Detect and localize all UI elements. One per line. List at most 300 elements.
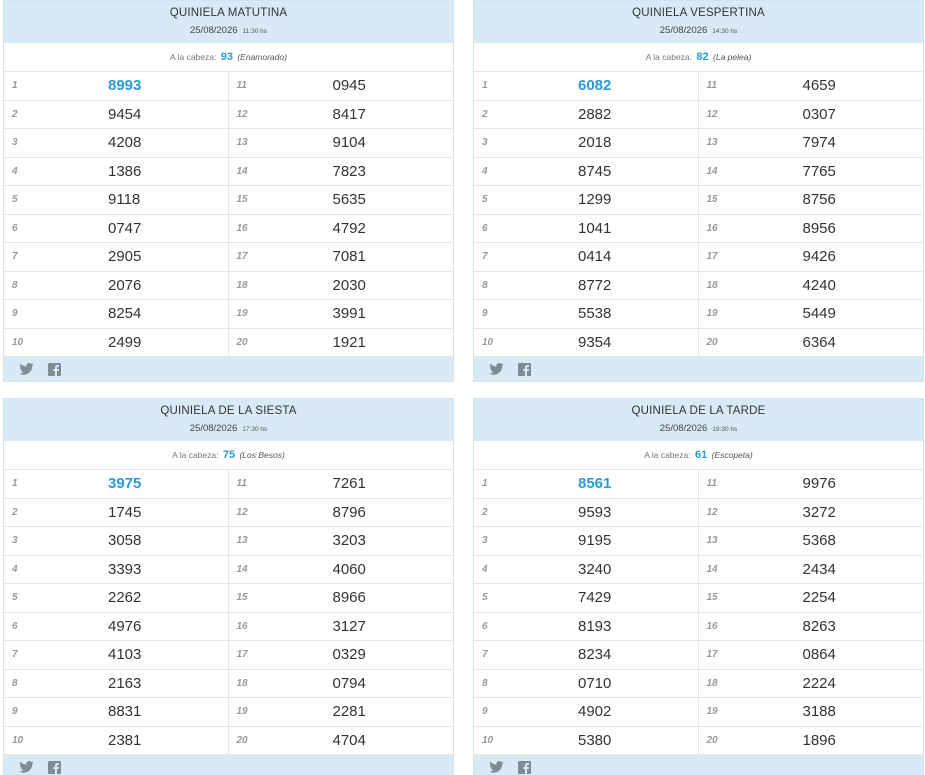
- result-cell: [699, 300, 924, 328]
- result-cell: [4, 215, 229, 243]
- facebook-icon[interactable]: [516, 362, 532, 376]
- share-bar: [4, 357, 453, 381]
- draw-time: 14:30 hs: [712, 28, 738, 35]
- drawn-number: 5538: [578, 305, 612, 323]
- position-number: 2: [482, 506, 488, 518]
- drawn-number: 4240: [802, 276, 836, 294]
- result-cell: [229, 670, 454, 698]
- cabeza-label: A la cabeza:: [645, 52, 693, 62]
- drawn-number: 1299: [578, 191, 612, 209]
- result-cell: [699, 101, 924, 129]
- twitter-icon[interactable]: [18, 760, 34, 774]
- result-cell: [699, 186, 924, 214]
- table-row: [4, 72, 453, 101]
- position-number: 18: [236, 677, 248, 689]
- drawn-number: 8193: [578, 617, 612, 635]
- winning-number: 6082: [578, 77, 612, 95]
- position-number: 6: [12, 620, 18, 632]
- position-number: 13: [236, 535, 248, 547]
- card-header: [4, 1, 453, 43]
- cabeza-meaning: (Escopeta): [711, 450, 753, 460]
- table-row: [474, 613, 923, 642]
- drawn-number: 8772: [578, 276, 612, 294]
- result-cell: [699, 556, 924, 584]
- result-cell: [474, 300, 699, 328]
- result-cell: [229, 272, 454, 300]
- cabeza-number: 61: [694, 449, 708, 461]
- drawn-number: 9354: [578, 333, 612, 351]
- table-row: [474, 186, 923, 215]
- position-number: 20: [706, 336, 718, 348]
- table-row: [4, 527, 453, 556]
- result-cell: [699, 727, 924, 755]
- drawn-number: 2030: [332, 276, 366, 294]
- position-number: 11: [706, 80, 717, 92]
- result-cell: [474, 499, 699, 527]
- twitter-icon[interactable]: [18, 362, 34, 376]
- drawn-number: 0329: [332, 646, 366, 664]
- position-number: 12: [706, 108, 718, 120]
- position-number: 15: [706, 592, 718, 604]
- table-row: [474, 670, 923, 699]
- result-cell: [699, 129, 924, 157]
- drawn-number: 4976: [108, 617, 142, 635]
- result-cell: [4, 329, 229, 357]
- table-row: [4, 101, 453, 130]
- draw-time: 19:30 hs: [712, 426, 738, 433]
- facebook-icon[interactable]: [46, 362, 62, 376]
- result-cell: [229, 641, 454, 669]
- table-row: [474, 641, 923, 670]
- position-number: 11: [706, 478, 717, 490]
- draw-date-line: [4, 25, 453, 36]
- drawn-number: 7081: [332, 248, 366, 266]
- drawn-number: 9426: [802, 248, 836, 266]
- drawn-number: 2434: [802, 560, 836, 578]
- drawn-number: 4208: [108, 134, 142, 152]
- result-cell: [699, 470, 924, 498]
- result-cell: [229, 243, 454, 271]
- result-cell: [4, 499, 229, 527]
- position-number: 5: [482, 194, 488, 206]
- table-row: [474, 243, 923, 272]
- table-row: [474, 470, 923, 499]
- result-cell: [229, 556, 454, 584]
- cabeza-meaning: (La pelea): [713, 52, 752, 62]
- position-number: 6: [482, 620, 488, 632]
- result-cell: [474, 584, 699, 612]
- position-number: 11: [236, 478, 247, 490]
- winning-number: 8993: [108, 77, 142, 95]
- drawn-number: 4704: [332, 731, 366, 749]
- drawn-number: 9104: [332, 134, 366, 152]
- drawn-number: 3127: [332, 617, 366, 635]
- position-number: 1: [482, 478, 488, 490]
- result-cell: [699, 584, 924, 612]
- drawn-number: 5368: [802, 532, 836, 550]
- position-number: 15: [236, 592, 248, 604]
- result-cell: [4, 641, 229, 669]
- result-cell: [4, 129, 229, 157]
- table-row: [474, 584, 923, 613]
- result-cell: [4, 613, 229, 641]
- drawn-number: 3058: [108, 532, 142, 550]
- table-row: [4, 300, 453, 329]
- table-row: [474, 527, 923, 556]
- result-cell: [699, 215, 924, 243]
- result-cell: [474, 670, 699, 698]
- result-cell: [229, 101, 454, 129]
- result-cell: [229, 499, 454, 527]
- cabeza-label: A la cabeza:: [170, 52, 217, 62]
- results-table: [474, 470, 923, 755]
- position-number: 10: [12, 734, 24, 746]
- position-number: 8: [12, 279, 18, 291]
- result-cell: [4, 556, 229, 584]
- position-number: 20: [706, 734, 718, 746]
- table-row: [4, 499, 453, 528]
- drawn-number: 3203: [332, 532, 366, 550]
- drawn-number: 1745: [108, 503, 142, 521]
- result-cell: [4, 272, 229, 300]
- table-row: [4, 186, 453, 215]
- drawn-number: 2254: [802, 589, 836, 607]
- drawn-number: 0794: [332, 674, 366, 692]
- drawn-number: 7261: [332, 475, 366, 493]
- drawn-number: 8796: [332, 503, 366, 521]
- drawn-number: 1921: [332, 333, 366, 351]
- result-cell: [474, 470, 699, 498]
- share-bar: [4, 755, 453, 775]
- twitter-icon[interactable]: [488, 760, 504, 774]
- position-number: 4: [482, 165, 488, 177]
- card-header: [474, 1, 923, 43]
- drawn-number: 4659: [802, 77, 836, 95]
- quiniela-card: [3, 398, 454, 775]
- drawn-number: 0414: [578, 248, 612, 266]
- card-title: QUINIELA MATUTINA: [169, 7, 288, 19]
- position-number: 9: [482, 706, 488, 718]
- position-number: 18: [706, 279, 718, 291]
- position-number: 5: [482, 592, 488, 604]
- position-number: 7: [482, 649, 488, 661]
- drawn-number: 4103: [108, 646, 142, 664]
- table-row: [474, 215, 923, 244]
- position-number: 7: [12, 649, 18, 661]
- result-cell: [4, 670, 229, 698]
- position-number: 19: [236, 308, 248, 320]
- position-number: 3: [12, 137, 18, 149]
- drawn-number: 0747: [108, 219, 142, 237]
- position-number: 14: [706, 563, 718, 575]
- drawn-number: 6364: [802, 333, 836, 351]
- table-row: [4, 129, 453, 158]
- facebook-icon[interactable]: [516, 760, 532, 774]
- table-row: [4, 272, 453, 301]
- position-number: 6: [482, 222, 488, 234]
- drawn-number: 3272: [802, 503, 836, 521]
- drawn-number: 7765: [802, 162, 836, 180]
- cabeza-number: 82: [696, 51, 709, 63]
- drawn-number: 0864: [802, 646, 836, 664]
- table-row: [4, 584, 453, 613]
- quiniela-card: [473, 398, 924, 775]
- position-number: 10: [482, 734, 494, 746]
- a-la-cabeza: [474, 43, 923, 72]
- position-number: 7: [482, 251, 488, 263]
- position-number: 12: [236, 108, 248, 120]
- results-table: [4, 72, 453, 357]
- result-cell: [4, 470, 229, 498]
- table-row: [4, 215, 453, 244]
- drawn-number: 2076: [108, 276, 142, 294]
- draw-date-line: [4, 423, 453, 434]
- position-number: 9: [12, 308, 18, 320]
- result-cell: [229, 72, 454, 100]
- position-number: 14: [706, 165, 718, 177]
- position-number: 17: [706, 251, 718, 263]
- table-row: [474, 727, 923, 756]
- position-number: 20: [236, 734, 248, 746]
- position-number: 4: [482, 563, 488, 575]
- drawn-number: 3393: [108, 560, 142, 578]
- drawn-number: 5380: [578, 731, 612, 749]
- drawn-number: 8956: [802, 219, 836, 237]
- result-cell: [229, 527, 454, 555]
- position-number: 18: [236, 279, 248, 291]
- position-number: 12: [706, 506, 718, 518]
- position-number: 9: [12, 706, 18, 718]
- a-la-cabeza: [474, 441, 923, 470]
- position-number: 13: [706, 535, 718, 547]
- drawn-number: 0710: [578, 674, 612, 692]
- drawn-number: 7429: [578, 589, 612, 607]
- drawn-number: 2281: [332, 703, 366, 721]
- result-cell: [699, 272, 924, 300]
- position-number: 5: [12, 194, 18, 206]
- result-cell: [699, 158, 924, 186]
- drawn-number: 2381: [108, 731, 142, 749]
- draw-time: 17:30 hs: [242, 426, 268, 433]
- result-cell: [474, 613, 699, 641]
- position-number: 14: [236, 165, 248, 177]
- table-row: [474, 698, 923, 727]
- drawn-number: 8234: [578, 646, 612, 664]
- result-cell: [229, 186, 454, 214]
- drawn-number: 2882: [578, 105, 612, 123]
- position-number: 16: [236, 222, 248, 234]
- result-cell: [229, 727, 454, 755]
- position-number: 1: [482, 80, 488, 92]
- position-number: 2: [482, 108, 488, 120]
- draw-date: 25/08/2026: [189, 423, 238, 434]
- table-row: [474, 72, 923, 101]
- table-row: [474, 329, 923, 358]
- table-row: [4, 158, 453, 187]
- drawn-number: 3188: [802, 703, 836, 721]
- cabeza-number: 93: [220, 51, 233, 63]
- table-row: [4, 641, 453, 670]
- position-number: 2: [12, 506, 18, 518]
- drawn-number: 9118: [108, 191, 141, 209]
- drawn-number: 4902: [578, 703, 612, 721]
- a-la-cabeza: [4, 43, 453, 72]
- drawn-number: 2018: [578, 134, 612, 152]
- table-row: [4, 556, 453, 585]
- position-number: 5: [12, 592, 18, 604]
- result-cell: [4, 584, 229, 612]
- draw-date: 25/08/2026: [189, 25, 238, 36]
- position-number: 18: [706, 677, 718, 689]
- result-cell: [229, 300, 454, 328]
- cabeza-label: A la cabeza:: [644, 450, 691, 460]
- table-row: [474, 158, 923, 187]
- drawn-number: 5449: [802, 305, 836, 323]
- position-number: 16: [706, 222, 718, 234]
- position-number: 11: [236, 80, 247, 92]
- result-cell: [699, 670, 924, 698]
- result-cell: [229, 613, 454, 641]
- result-cell: [474, 158, 699, 186]
- result-cell: [699, 527, 924, 555]
- draw-date-line: [474, 25, 923, 36]
- card-header: [4, 399, 453, 441]
- card-title: QUINIELA DE LA SIESTA: [160, 405, 297, 417]
- drawn-number: 2905: [108, 248, 142, 266]
- table-row: [474, 129, 923, 158]
- table-row: [474, 272, 923, 301]
- result-cell: [4, 158, 229, 186]
- table-row: [474, 499, 923, 528]
- result-cell: [474, 272, 699, 300]
- result-cell: [229, 584, 454, 612]
- position-number: 6: [12, 222, 18, 234]
- drawn-number: 1386: [108, 162, 142, 180]
- result-cell: [229, 698, 454, 726]
- result-cell: [699, 72, 924, 100]
- position-number: 9: [482, 308, 488, 320]
- table-row: [474, 101, 923, 130]
- result-cell: [474, 329, 699, 357]
- drawn-number: 9454: [108, 105, 142, 123]
- result-cell: [474, 101, 699, 129]
- drawn-number: 9195: [578, 532, 612, 550]
- drawn-number: 9976: [802, 475, 836, 493]
- result-cell: [474, 727, 699, 755]
- position-number: 17: [236, 649, 248, 661]
- position-number: 20: [236, 336, 248, 348]
- position-number: 15: [706, 194, 718, 206]
- result-cell: [229, 329, 454, 357]
- position-number: 19: [236, 706, 248, 718]
- position-number: 13: [706, 137, 718, 149]
- card-header: [474, 399, 923, 441]
- drawn-number: 2262: [108, 589, 142, 607]
- draw-time: 11:30 hs: [242, 28, 267, 35]
- results-table: [4, 470, 453, 755]
- position-number: 10: [12, 336, 24, 348]
- drawn-number: 8966: [332, 589, 366, 607]
- result-cell: [474, 243, 699, 271]
- drawn-number: 8756: [802, 191, 836, 209]
- card-title: QUINIELA DE LA TARDE: [631, 405, 766, 417]
- result-cell: [699, 613, 924, 641]
- result-cell: [474, 72, 699, 100]
- position-number: 10: [482, 336, 494, 348]
- winning-number: 3975: [108, 475, 142, 493]
- position-number: 7: [12, 251, 18, 263]
- position-number: 16: [236, 620, 248, 632]
- position-number: 8: [482, 279, 488, 291]
- draw-date-line: [474, 423, 923, 434]
- result-cell: [229, 129, 454, 157]
- share-bar: [474, 755, 923, 775]
- position-number: 19: [706, 308, 718, 320]
- position-number: 1: [12, 80, 18, 92]
- result-cell: [4, 300, 229, 328]
- position-number: 13: [236, 137, 248, 149]
- drawn-number: 8263: [802, 617, 836, 635]
- drawn-number: 3991: [332, 305, 366, 323]
- result-cell: [474, 129, 699, 157]
- facebook-icon[interactable]: [46, 760, 62, 774]
- results-table: [474, 72, 923, 357]
- position-number: 17: [706, 649, 718, 661]
- twitter-icon[interactable]: [488, 362, 504, 376]
- result-cell: [699, 329, 924, 357]
- drawn-number: 8254: [108, 305, 142, 323]
- table-row: [474, 300, 923, 329]
- drawn-number: 1041: [578, 219, 612, 237]
- result-cell: [699, 641, 924, 669]
- position-number: 3: [482, 535, 488, 547]
- quiniela-card: [473, 0, 924, 382]
- result-cell: [474, 527, 699, 555]
- result-cell: [229, 470, 454, 498]
- result-cell: [699, 499, 924, 527]
- drawn-number: 9593: [578, 503, 612, 521]
- cabeza-label: A la cabeza:: [172, 450, 219, 460]
- position-number: 19: [706, 706, 718, 718]
- position-number: 3: [12, 535, 18, 547]
- drawn-number: 3240: [578, 560, 612, 578]
- position-number: 15: [236, 194, 248, 206]
- drawn-number: 8745: [578, 162, 612, 180]
- position-number: 2: [12, 108, 18, 120]
- result-cell: [4, 243, 229, 271]
- table-row: [4, 470, 453, 499]
- drawn-number: 0307: [802, 105, 836, 123]
- position-number: 8: [12, 677, 18, 689]
- table-row: [4, 243, 453, 272]
- winning-number: 8561: [578, 475, 612, 493]
- drawn-number: 4060: [332, 560, 366, 578]
- quiniela-card: [3, 0, 454, 382]
- result-cell: [4, 527, 229, 555]
- result-cell: [229, 158, 454, 186]
- result-cell: [4, 727, 229, 755]
- table-row: [4, 727, 453, 756]
- result-cell: [229, 215, 454, 243]
- position-number: 4: [12, 165, 18, 177]
- result-cell: [4, 101, 229, 129]
- result-cell: [474, 641, 699, 669]
- position-number: 17: [236, 251, 248, 263]
- position-number: 8: [482, 677, 488, 689]
- share-bar: [474, 357, 923, 381]
- position-number: 3: [482, 137, 488, 149]
- result-cell: [699, 243, 924, 271]
